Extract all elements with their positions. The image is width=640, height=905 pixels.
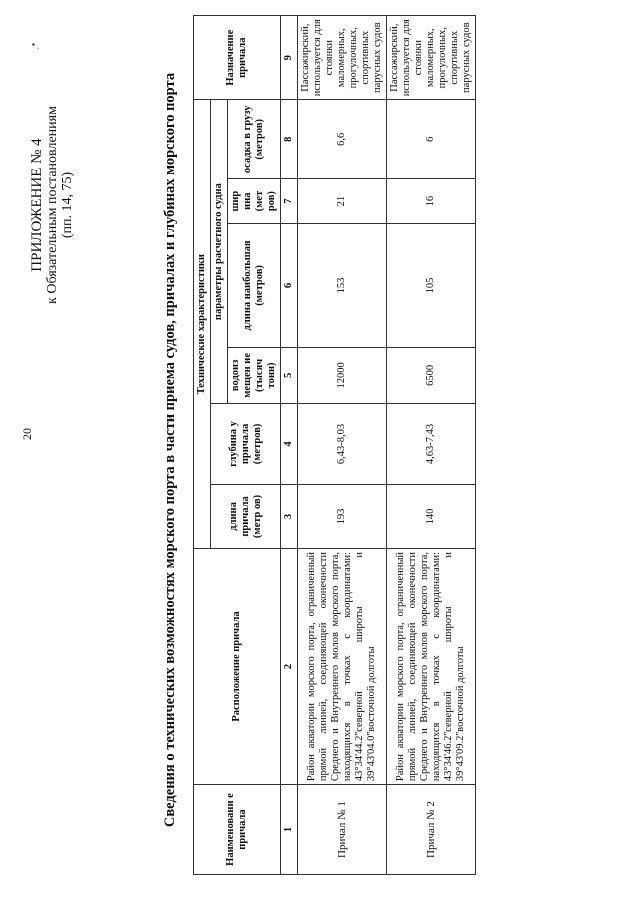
table-row — [298, 16, 387, 875]
column-number: 1 — [281, 785, 298, 875]
vessel-width: 21 — [298, 179, 387, 224]
vessel-draft: 6,6 — [298, 100, 387, 179]
document-title: Сведения о технических возможностях морского порта в части приема судов, причалах и глубинах морского порта — [162, 72, 178, 828]
vessel-width: 16 — [387, 179, 476, 224]
column-number: 8 — [281, 100, 298, 179]
vessel-length: 105 — [387, 224, 476, 348]
berth-purpose: Пассажирский, используется для стоянки маломерных, прогулочных, спортивных парусных судов — [298, 16, 387, 100]
berth-depth: 4,63-7,43 — [387, 403, 476, 484]
vessel-draft: 6 — [387, 100, 476, 179]
header-name: Наименовани е причала — [194, 785, 281, 875]
appendix-title: ПРИЛОЖЕНИЕ № 4 — [29, 138, 45, 272]
header-vessel-draft: осадка в грузу (метров) — [228, 100, 281, 179]
berth-name: Причал № 2 — [387, 785, 476, 875]
table-row — [387, 16, 476, 875]
page-number: 20 — [20, 428, 34, 440]
vessel-length: 153 — [298, 224, 387, 348]
column-number: 2 — [281, 548, 298, 784]
appendix-header — [30, 25, 75, 385]
berth-name: Причал № 1 — [298, 785, 387, 875]
column-number: 5 — [281, 347, 298, 403]
column-number: 9 — [281, 16, 298, 100]
appendix-paragraphs: (пп. 14, 75) — [60, 171, 75, 239]
berth-depth: 6,43-8,03 — [298, 403, 387, 484]
column-number: 3 — [281, 484, 298, 548]
header-depth: глубина у причала (метров) — [211, 403, 281, 484]
header-location: Расположение причала — [194, 548, 281, 784]
berth-length: 140 — [387, 484, 476, 548]
berth-purpose: Пассажирский, используется для стоянки маломерных, прогулочных, спортивных парусных судов — [387, 16, 476, 100]
column-number: 7 — [281, 179, 298, 224]
column-number: 6 — [281, 224, 298, 348]
column-number-row — [281, 16, 298, 875]
header-vessel-params: параметры расчетного судна — [211, 100, 228, 404]
berth-location: Район акватории морского порта, ограниченный прямой линией, соединяющей оконечности Среднего и Внутреннего молов морского порта, находящихся в точках с координатами: 43°34'44.2''северной широты и 39°43'04.0''восточной долготы — [298, 548, 387, 784]
header-displacement: водоиз мещен ие (тысяч тонн) — [228, 347, 281, 403]
header-vessel-width: шир ина (мет ров) — [228, 179, 281, 224]
header-purpose: Назначение причала — [194, 16, 281, 100]
scan-mark: ▪ ˏ — [32, 40, 40, 49]
header-row-1 — [194, 16, 211, 875]
header-length: длина причала (метр ов) — [211, 484, 281, 548]
vessel-displacement: 12000 — [298, 347, 387, 403]
column-number: 4 — [281, 403, 298, 484]
appendix-reference: к Обязательным постановлениям — [45, 106, 60, 304]
vessel-displacement: 6500 — [387, 347, 476, 403]
header-vessel-length: длина наибольшая (метров) — [228, 224, 281, 348]
berth-table — [193, 15, 476, 875]
berth-length: 193 — [298, 484, 387, 548]
header-tech: Технические характеристики — [194, 100, 211, 549]
berth-location: Район акватории морского порта, ограниченный прямой линией, соединяющей оконечности Среднего и Внутреннего молов морского порта, находящихся в точках с координатами: 43°34'46.2''северной широты и 39°43'09.2''восточной долготы — [387, 548, 476, 784]
